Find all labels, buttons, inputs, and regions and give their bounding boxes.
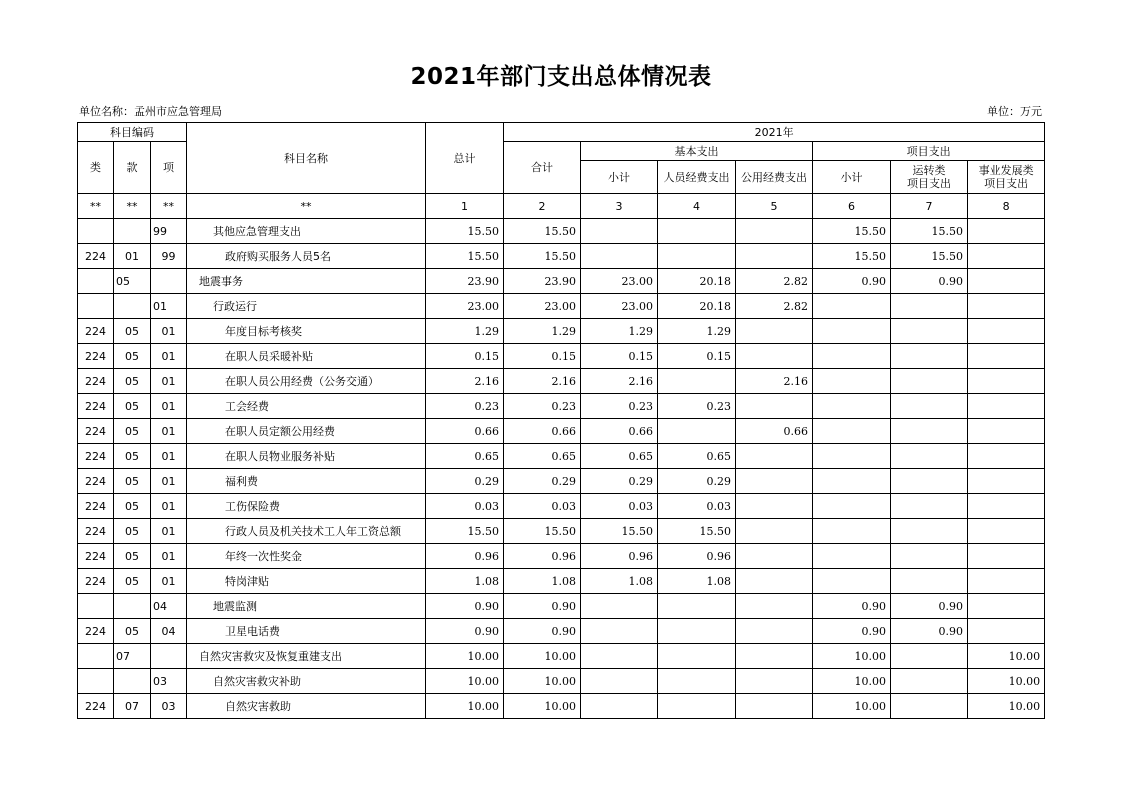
index-cell: 8 (968, 194, 1045, 219)
header-development: 事业发展类 项目支出 (968, 161, 1045, 194)
development-cell (968, 594, 1045, 619)
index-cell: 6 (813, 194, 891, 219)
basic-subtotal-cell: 0.15 (581, 344, 658, 369)
public-cell: 2.82 (736, 294, 813, 319)
heji-cell: 0.90 (504, 594, 581, 619)
xiang-cell: 03 (151, 694, 187, 719)
subject-name-cell: 特岗津贴 (187, 569, 426, 594)
heji-cell: 23.90 (504, 269, 581, 294)
project-subtotal-cell (813, 344, 891, 369)
heji-cell: 10.00 (504, 694, 581, 719)
subject-name-cell: 在职人员定额公用经费 (187, 419, 426, 444)
public-cell (736, 219, 813, 244)
lei-cell (78, 294, 114, 319)
basic-subtotal-cell: 0.23 (581, 394, 658, 419)
project-subtotal-cell (813, 569, 891, 594)
table-row (78, 519, 1045, 544)
personnel-cell: 0.96 (658, 544, 736, 569)
lei-cell (78, 269, 114, 294)
basic-subtotal-cell: 0.29 (581, 469, 658, 494)
header-xiang: 项 (151, 142, 187, 194)
subject-name-cell: 行政运行 (187, 294, 426, 319)
project-subtotal-cell: 0.90 (813, 594, 891, 619)
total-cell: 10.00 (426, 694, 504, 719)
heji-cell: 15.50 (504, 244, 581, 269)
basic-subtotal-cell: 0.66 (581, 419, 658, 444)
basic-subtotal-cell: 2.16 (581, 369, 658, 394)
project-subtotal-cell: 10.00 (813, 644, 891, 669)
transfer-cell (891, 369, 968, 394)
kuan-cell (114, 594, 151, 619)
basic-subtotal-cell: 23.00 (581, 269, 658, 294)
lei-cell: 224 (78, 619, 114, 644)
project-subtotal-cell (813, 494, 891, 519)
public-cell: 0.66 (736, 419, 813, 444)
personnel-cell (658, 219, 736, 244)
kuan-cell: 05 (114, 619, 151, 644)
basic-subtotal-cell (581, 694, 658, 719)
personnel-cell: 1.29 (658, 319, 736, 344)
xiang-cell: 01 (151, 544, 187, 569)
lei-cell: 224 (78, 444, 114, 469)
index-cell: 2 (504, 194, 581, 219)
personnel-cell: 1.08 (658, 569, 736, 594)
kuan-cell: 05 (114, 519, 151, 544)
table-row (78, 544, 1045, 569)
basic-subtotal-cell (581, 219, 658, 244)
index-cell: 5 (736, 194, 813, 219)
transfer-cell: 15.50 (891, 219, 968, 244)
index-cell: ** (151, 194, 187, 219)
header-project-xiaoji: 小计 (813, 161, 891, 194)
xiang-cell: 01 (151, 444, 187, 469)
total-cell: 0.90 (426, 594, 504, 619)
development-cell (968, 269, 1045, 294)
header-basic-xiaoji: 小计 (581, 161, 658, 194)
table-row (78, 594, 1045, 619)
project-subtotal-cell: 0.90 (813, 619, 891, 644)
index-cell: ** (78, 194, 114, 219)
index-cell: 1 (426, 194, 504, 219)
expenditure-table (77, 122, 1045, 719)
personnel-cell (658, 244, 736, 269)
kuan-cell: 05 (114, 269, 151, 294)
public-cell: 2.82 (736, 269, 813, 294)
project-subtotal-cell (813, 319, 891, 344)
unit-org-label: 单位名称：孟州市应急管理局 (79, 105, 222, 118)
development-cell (968, 219, 1045, 244)
xiang-cell (151, 644, 187, 669)
table-row (78, 494, 1045, 519)
heji-cell: 10.00 (504, 669, 581, 694)
index-cell: 7 (891, 194, 968, 219)
development-cell (968, 319, 1045, 344)
lei-cell: 224 (78, 544, 114, 569)
table-row (78, 394, 1045, 419)
heji-cell: 1.08 (504, 569, 581, 594)
kuan-cell: 05 (114, 319, 151, 344)
lei-cell (78, 219, 114, 244)
total-cell: 23.90 (426, 269, 504, 294)
kuan-cell: 05 (114, 469, 151, 494)
personnel-cell: 0.23 (658, 394, 736, 419)
basic-subtotal-cell: 0.65 (581, 444, 658, 469)
heji-cell: 0.03 (504, 494, 581, 519)
lei-cell: 224 (78, 469, 114, 494)
transfer-cell: 0.90 (891, 619, 968, 644)
transfer-cell: 0.90 (891, 269, 968, 294)
lei-cell: 224 (78, 394, 114, 419)
xiang-cell: 99 (151, 244, 187, 269)
public-cell (736, 569, 813, 594)
lei-cell: 224 (78, 694, 114, 719)
personnel-cell: 20.18 (658, 269, 736, 294)
transfer-cell (891, 569, 968, 594)
transfer-cell (891, 494, 968, 519)
basic-subtotal-cell (581, 619, 658, 644)
lei-cell: 224 (78, 319, 114, 344)
total-cell: 0.29 (426, 469, 504, 494)
heji-cell: 0.15 (504, 344, 581, 369)
subject-name-cell: 自然灾害救灾补助 (187, 669, 426, 694)
basic-subtotal-cell (581, 644, 658, 669)
project-subtotal-cell (813, 444, 891, 469)
public-cell (736, 594, 813, 619)
lei-cell (78, 594, 114, 619)
development-cell (968, 569, 1045, 594)
xiang-cell: 01 (151, 394, 187, 419)
kuan-cell: 05 (114, 569, 151, 594)
public-cell (736, 694, 813, 719)
subject-name-cell: 工会经费 (187, 394, 426, 419)
basic-subtotal-cell (581, 594, 658, 619)
public-cell (736, 544, 813, 569)
total-cell: 0.90 (426, 619, 504, 644)
index-cell: ** (114, 194, 151, 219)
transfer-cell (891, 419, 968, 444)
development-cell (968, 344, 1045, 369)
development-cell (968, 469, 1045, 494)
personnel-cell: 0.65 (658, 444, 736, 469)
basic-subtotal-cell: 0.96 (581, 544, 658, 569)
lei-cell: 224 (78, 344, 114, 369)
public-cell (736, 494, 813, 519)
table-row (78, 269, 1045, 294)
project-subtotal-cell (813, 369, 891, 394)
kuan-cell: 05 (114, 444, 151, 469)
heji-cell: 0.96 (504, 544, 581, 569)
unit-money-label: 单位：万元 (987, 105, 1042, 118)
transfer-cell (891, 544, 968, 569)
heji-cell: 15.50 (504, 219, 581, 244)
project-subtotal-cell: 10.00 (813, 669, 891, 694)
total-cell: 15.50 (426, 519, 504, 544)
project-subtotal-cell (813, 419, 891, 444)
subject-name-cell: 行政人员及机关技术工人年工资总额 (187, 519, 426, 544)
xiang-cell: 01 (151, 419, 187, 444)
public-cell (736, 394, 813, 419)
project-subtotal-cell: 0.90 (813, 269, 891, 294)
header-total: 总计 (426, 123, 504, 194)
subject-name-cell: 年度目标考核奖 (187, 319, 426, 344)
project-subtotal-cell: 15.50 (813, 244, 891, 269)
table-row (78, 294, 1045, 319)
table-row (78, 319, 1045, 344)
development-cell: 10.00 (968, 644, 1045, 669)
personnel-cell (658, 644, 736, 669)
header-public: 公用经费支出 (736, 161, 813, 194)
heji-cell: 15.50 (504, 519, 581, 544)
subject-name-cell: 在职人员公用经费（公务交通） (187, 369, 426, 394)
total-cell: 10.00 (426, 669, 504, 694)
table-row (78, 419, 1045, 444)
personnel-cell: 0.29 (658, 469, 736, 494)
header-basic: 基本支出 (581, 142, 813, 161)
kuan-cell: 07 (114, 694, 151, 719)
transfer-cell (891, 344, 968, 369)
personnel-cell: 15.50 (658, 519, 736, 544)
transfer-cell (891, 444, 968, 469)
project-subtotal-cell (813, 519, 891, 544)
transfer-cell (891, 469, 968, 494)
kuan-cell: 05 (114, 394, 151, 419)
heji-cell: 0.65 (504, 444, 581, 469)
development-cell (968, 494, 1045, 519)
xiang-cell: 03 (151, 669, 187, 694)
total-cell: 2.16 (426, 369, 504, 394)
subject-name-cell: 在职人员采暖补贴 (187, 344, 426, 369)
xiang-cell: 01 (151, 294, 187, 319)
heji-cell: 1.29 (504, 319, 581, 344)
transfer-cell (891, 294, 968, 319)
subject-name-cell: 卫星电话费 (187, 619, 426, 644)
personnel-cell (658, 419, 736, 444)
subject-name-cell: 自然灾害救助 (187, 694, 426, 719)
basic-subtotal-cell (581, 669, 658, 694)
total-cell: 23.00 (426, 294, 504, 319)
index-row (78, 194, 1045, 219)
subject-name-cell: 年终一次性奖金 (187, 544, 426, 569)
subject-name-cell: 工伤保险费 (187, 494, 426, 519)
development-cell (968, 444, 1045, 469)
subject-name-cell: 在职人员物业服务补贴 (187, 444, 426, 469)
header-year: 2021年 (504, 123, 1045, 142)
heji-cell: 0.66 (504, 419, 581, 444)
xiang-cell: 01 (151, 369, 187, 394)
development-cell (968, 619, 1045, 644)
development-cell (968, 394, 1045, 419)
personnel-cell: 0.03 (658, 494, 736, 519)
kuan-cell: 07 (114, 644, 151, 669)
header-lei: 类 (78, 142, 114, 194)
transfer-cell: 0.90 (891, 594, 968, 619)
transfer-cell (891, 394, 968, 419)
table-row (78, 644, 1045, 669)
lei-cell (78, 644, 114, 669)
project-subtotal-cell (813, 544, 891, 569)
subject-name-cell: 自然灾害救灾及恢复重建支出 (187, 644, 426, 669)
header-heji: 合计 (504, 142, 581, 194)
index-cell: ** (187, 194, 426, 219)
kuan-cell: 05 (114, 494, 151, 519)
header-transfer: 运转类 项目支出 (891, 161, 968, 194)
subject-name-cell: 地震事务 (187, 269, 426, 294)
xiang-cell: 01 (151, 344, 187, 369)
lei-cell (78, 669, 114, 694)
public-cell (736, 319, 813, 344)
total-cell: 10.00 (426, 644, 504, 669)
personnel-cell (658, 619, 736, 644)
public-cell: 2.16 (736, 369, 813, 394)
project-subtotal-cell: 15.50 (813, 219, 891, 244)
total-cell: 15.50 (426, 244, 504, 269)
public-cell (736, 519, 813, 544)
public-cell (736, 244, 813, 269)
table-row (78, 569, 1045, 594)
public-cell (736, 344, 813, 369)
personnel-cell (658, 694, 736, 719)
total-cell: 0.15 (426, 344, 504, 369)
personnel-cell (658, 669, 736, 694)
transfer-cell (891, 694, 968, 719)
index-cell: 4 (658, 194, 736, 219)
personnel-cell: 20.18 (658, 294, 736, 319)
project-subtotal-cell (813, 394, 891, 419)
total-cell: 0.23 (426, 394, 504, 419)
kuan-cell (114, 219, 151, 244)
heji-cell: 10.00 (504, 644, 581, 669)
kuan-cell (114, 669, 151, 694)
heji-cell: 0.29 (504, 469, 581, 494)
basic-subtotal-cell: 1.29 (581, 319, 658, 344)
total-cell: 1.29 (426, 319, 504, 344)
header-project: 项目支出 (813, 142, 1045, 161)
lei-cell: 224 (78, 519, 114, 544)
public-cell (736, 444, 813, 469)
public-cell (736, 644, 813, 669)
public-cell (736, 619, 813, 644)
transfer-cell (891, 319, 968, 344)
total-cell: 0.65 (426, 444, 504, 469)
index-cell: 3 (581, 194, 658, 219)
development-cell (968, 519, 1045, 544)
heji-cell: 2.16 (504, 369, 581, 394)
page-title: 2021年部门支出总体情况表 (410, 64, 712, 90)
xiang-cell: 04 (151, 594, 187, 619)
subject-name-cell: 其他应急管理支出 (187, 219, 426, 244)
xiang-cell: 01 (151, 569, 187, 594)
transfer-cell: 15.50 (891, 244, 968, 269)
header-subject-name: 科目名称 (187, 123, 426, 194)
kuan-cell (114, 294, 151, 319)
subject-name-cell: 地震监测 (187, 594, 426, 619)
basic-subtotal-cell: 0.03 (581, 494, 658, 519)
xiang-cell: 01 (151, 319, 187, 344)
heji-cell: 0.90 (504, 619, 581, 644)
total-cell: 1.08 (426, 569, 504, 594)
xiang-cell: 01 (151, 519, 187, 544)
project-subtotal-cell (813, 469, 891, 494)
development-cell (968, 419, 1045, 444)
subject-name-cell: 福利费 (187, 469, 426, 494)
project-subtotal-cell (813, 294, 891, 319)
total-cell: 0.03 (426, 494, 504, 519)
basic-subtotal-cell: 15.50 (581, 519, 658, 544)
personnel-cell: 0.15 (658, 344, 736, 369)
public-cell (736, 669, 813, 694)
table-row (78, 369, 1045, 394)
transfer-cell (891, 519, 968, 544)
xiang-cell: 99 (151, 219, 187, 244)
table-row (78, 219, 1045, 244)
table-row (78, 669, 1045, 694)
header-subject-code: 科目编码 (78, 123, 187, 142)
subject-name-cell: 政府购买服务人员5名 (187, 244, 426, 269)
transfer-cell (891, 669, 968, 694)
kuan-cell: 05 (114, 544, 151, 569)
development-cell (968, 244, 1045, 269)
kuan-cell: 01 (114, 244, 151, 269)
table-row (78, 469, 1045, 494)
table-row (78, 619, 1045, 644)
basic-subtotal-cell: 1.08 (581, 569, 658, 594)
total-cell: 15.50 (426, 219, 504, 244)
header-kuan: 款 (114, 142, 151, 194)
total-cell: 0.96 (426, 544, 504, 569)
basic-subtotal-cell: 23.00 (581, 294, 658, 319)
table-row (78, 694, 1045, 719)
project-subtotal-cell: 10.00 (813, 694, 891, 719)
transfer-cell (891, 644, 968, 669)
development-cell: 10.00 (968, 669, 1045, 694)
lei-cell: 224 (78, 494, 114, 519)
heji-cell: 0.23 (504, 394, 581, 419)
lei-cell: 224 (78, 569, 114, 594)
lei-cell: 224 (78, 369, 114, 394)
xiang-cell: 01 (151, 469, 187, 494)
lei-cell: 224 (78, 419, 114, 444)
development-cell: 10.00 (968, 694, 1045, 719)
personnel-cell (658, 369, 736, 394)
public-cell (736, 469, 813, 494)
kuan-cell: 05 (114, 344, 151, 369)
development-cell (968, 369, 1045, 394)
development-cell (968, 544, 1045, 569)
heji-cell: 23.00 (504, 294, 581, 319)
kuan-cell: 05 (114, 369, 151, 394)
header-personnel: 人员经费支出 (658, 161, 736, 194)
development-cell (968, 294, 1045, 319)
table-row (78, 344, 1045, 369)
personnel-cell (658, 594, 736, 619)
basic-subtotal-cell (581, 244, 658, 269)
kuan-cell: 05 (114, 419, 151, 444)
xiang-cell: 01 (151, 494, 187, 519)
table-row (78, 444, 1045, 469)
lei-cell: 224 (78, 244, 114, 269)
total-cell: 0.66 (426, 419, 504, 444)
xiang-cell (151, 269, 187, 294)
table-row (78, 244, 1045, 269)
xiang-cell: 04 (151, 619, 187, 644)
